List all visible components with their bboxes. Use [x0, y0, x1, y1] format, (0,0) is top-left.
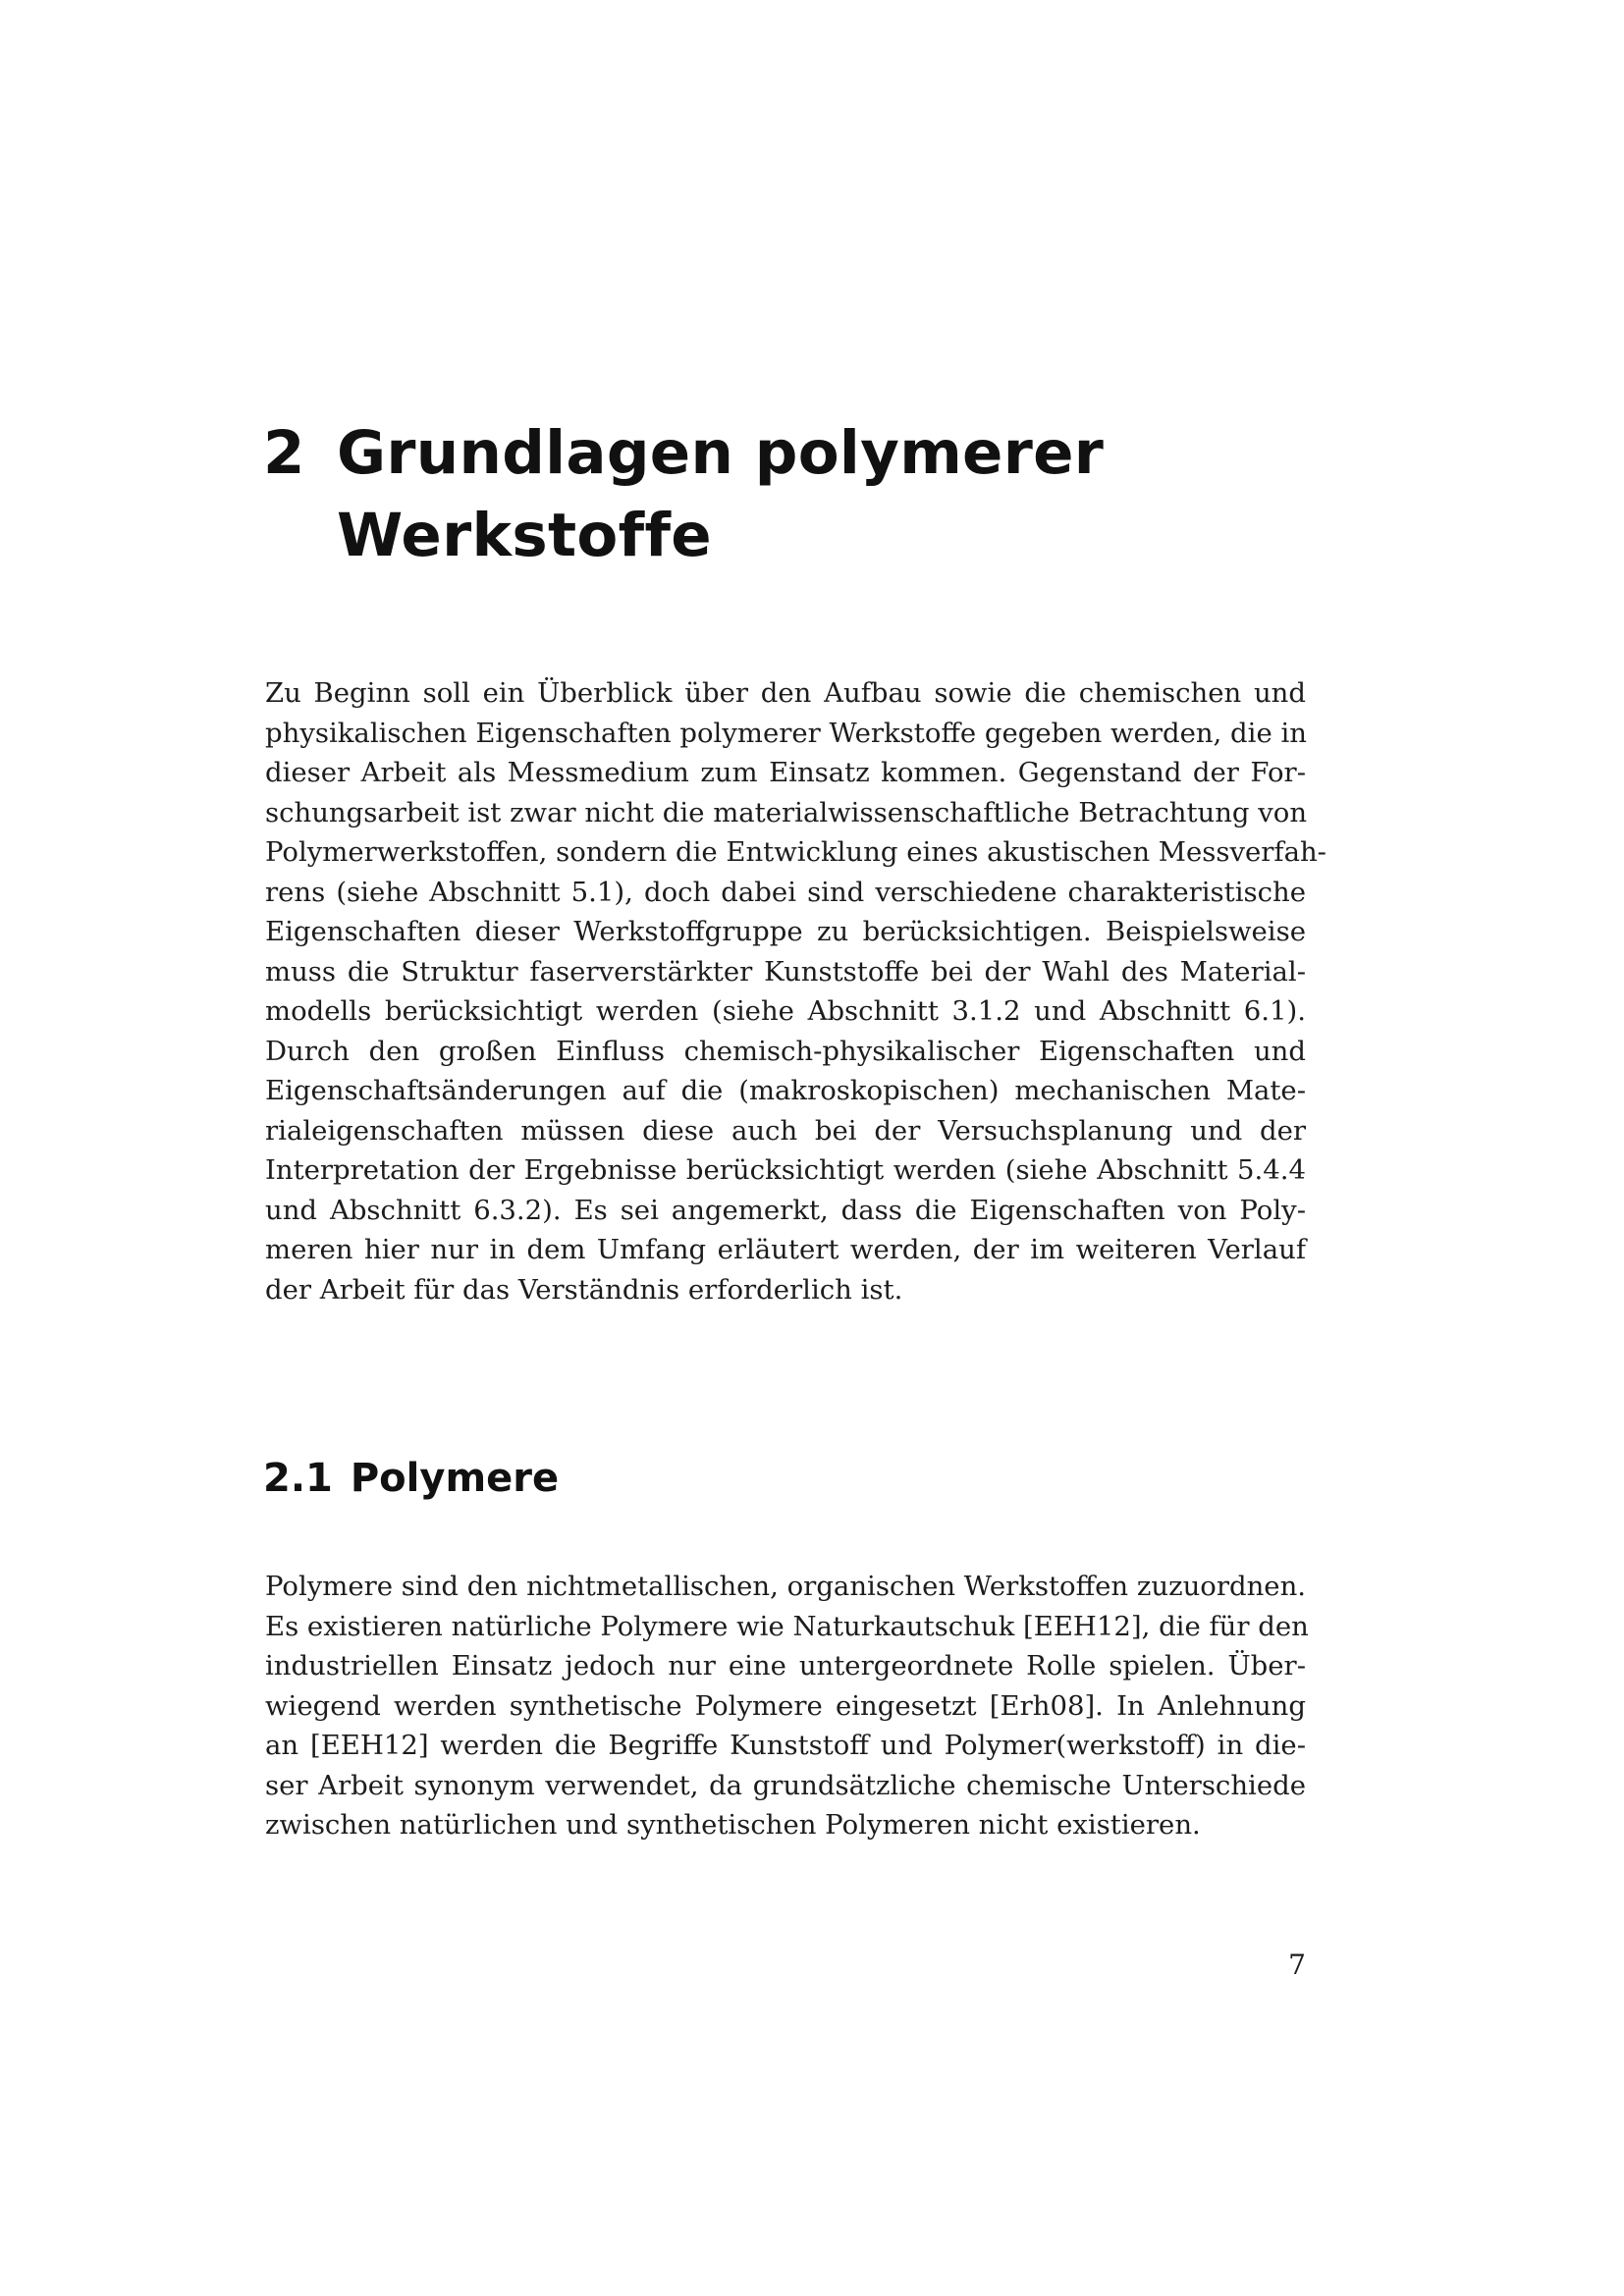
page-number: 7 — [1288, 1949, 1306, 1981]
text-line: dieser Arbeit als Messmedium zum Einsatz kommen. Gegenstand der For- — [265, 757, 1306, 788]
text-line: schungsarbeit ist zwar nicht die materialwissenschaftliche Betrachtung von — [265, 796, 1308, 828]
chapter-title — [337, 412, 1220, 577]
text-line: physikalischen Eigenschaften polymerer Werkstoffe gegeben werden, die in — [265, 717, 1307, 749]
text-line: meren hier nur in dem Umfang erläutert werden, der im weiteren Verlauf — [265, 1234, 1306, 1265]
text-line: zwischen natürlichen und synthetischen Polymeren nicht existieren. — [265, 1809, 1201, 1841]
chapter-number: 2 — [263, 418, 305, 488]
section-heading — [263, 1451, 559, 1506]
text-line: Eigenschaftsänderungen auf die (makroskopischen) mechanischen Mate- — [265, 1075, 1306, 1106]
polymere-paragraph — [265, 1567, 1309, 1845]
chapter-title-line-2: Werkstoffe — [337, 501, 712, 570]
section-number: 2.1 — [263, 1456, 333, 1501]
text-line: ser Arbeit synonym verwendet, da grundsätzliche chemische Unterschiede — [265, 1769, 1306, 1801]
text-line: Es existieren natürliche Polymere wie Naturkautschuk [EEH12], die für den — [265, 1610, 1309, 1642]
text-line: muss die Struktur faserverstärkter Kunststoffe bei der Wahl des Material- — [265, 955, 1306, 988]
text-line: an [EEH12] werden die Begriffe Kunststoff und Polymer(werkstoff) in die- — [265, 1730, 1306, 1761]
text-line: Zu Beginn soll ein Überblick über den Aufbau sowie die chemischen und — [265, 677, 1306, 709]
text-line: Polymere sind den nichtmetallischen, organischen Werkstoffen zuzuordnen. — [265, 1571, 1307, 1602]
text-line: wiegend werden synthetische Polymere eingesetzt [Erh08]. In Anlehnung — [265, 1689, 1306, 1722]
text-line: Interpretation der Ergebnisse berücksichtigt werden (siehe Abschnitt 5.4.4 — [265, 1154, 1306, 1186]
intro-paragraph — [265, 673, 1326, 1309]
text-line: Polymerwerkstoffen, sondern die Entwicklung eines akustischen Messverfah- — [265, 836, 1326, 868]
text-line: modells berücksichtigt werden (siehe Abschnitt 3.1.2 und Abschnitt 6.1). — [265, 995, 1306, 1027]
chapter-title-line-1: Grundlagen polymerer — [337, 418, 1105, 488]
text-line: Eigenschaften dieser Werkstoffgruppe zu berücksichtigen. Beispielsweise — [265, 916, 1306, 947]
text-line: industriellen Einsatz jedoch nur eine untergeordnete Rolle spielen. Über- — [265, 1650, 1306, 1682]
text-line: Durch den großen Einfluss chemisch-physikalischer Eigenschaften und — [265, 1035, 1306, 1067]
section-title: Polymere — [350, 1456, 560, 1501]
text-line: der Arbeit für das Verständnis erforderlich ist. — [265, 1273, 903, 1306]
text-line: rialeigenschaften müssen diese auch bei der Versuchsplanung und der — [265, 1114, 1306, 1147]
text-line: rens (siehe Abschnitt 5.1), doch dabei sind verschiedene charakteristische — [265, 876, 1306, 908]
text-line: und Abschnitt 6.3.2). Es sei angemerkt, dass die Eigenschaften von Poly- — [265, 1194, 1306, 1226]
chapter-heading — [263, 412, 1304, 577]
